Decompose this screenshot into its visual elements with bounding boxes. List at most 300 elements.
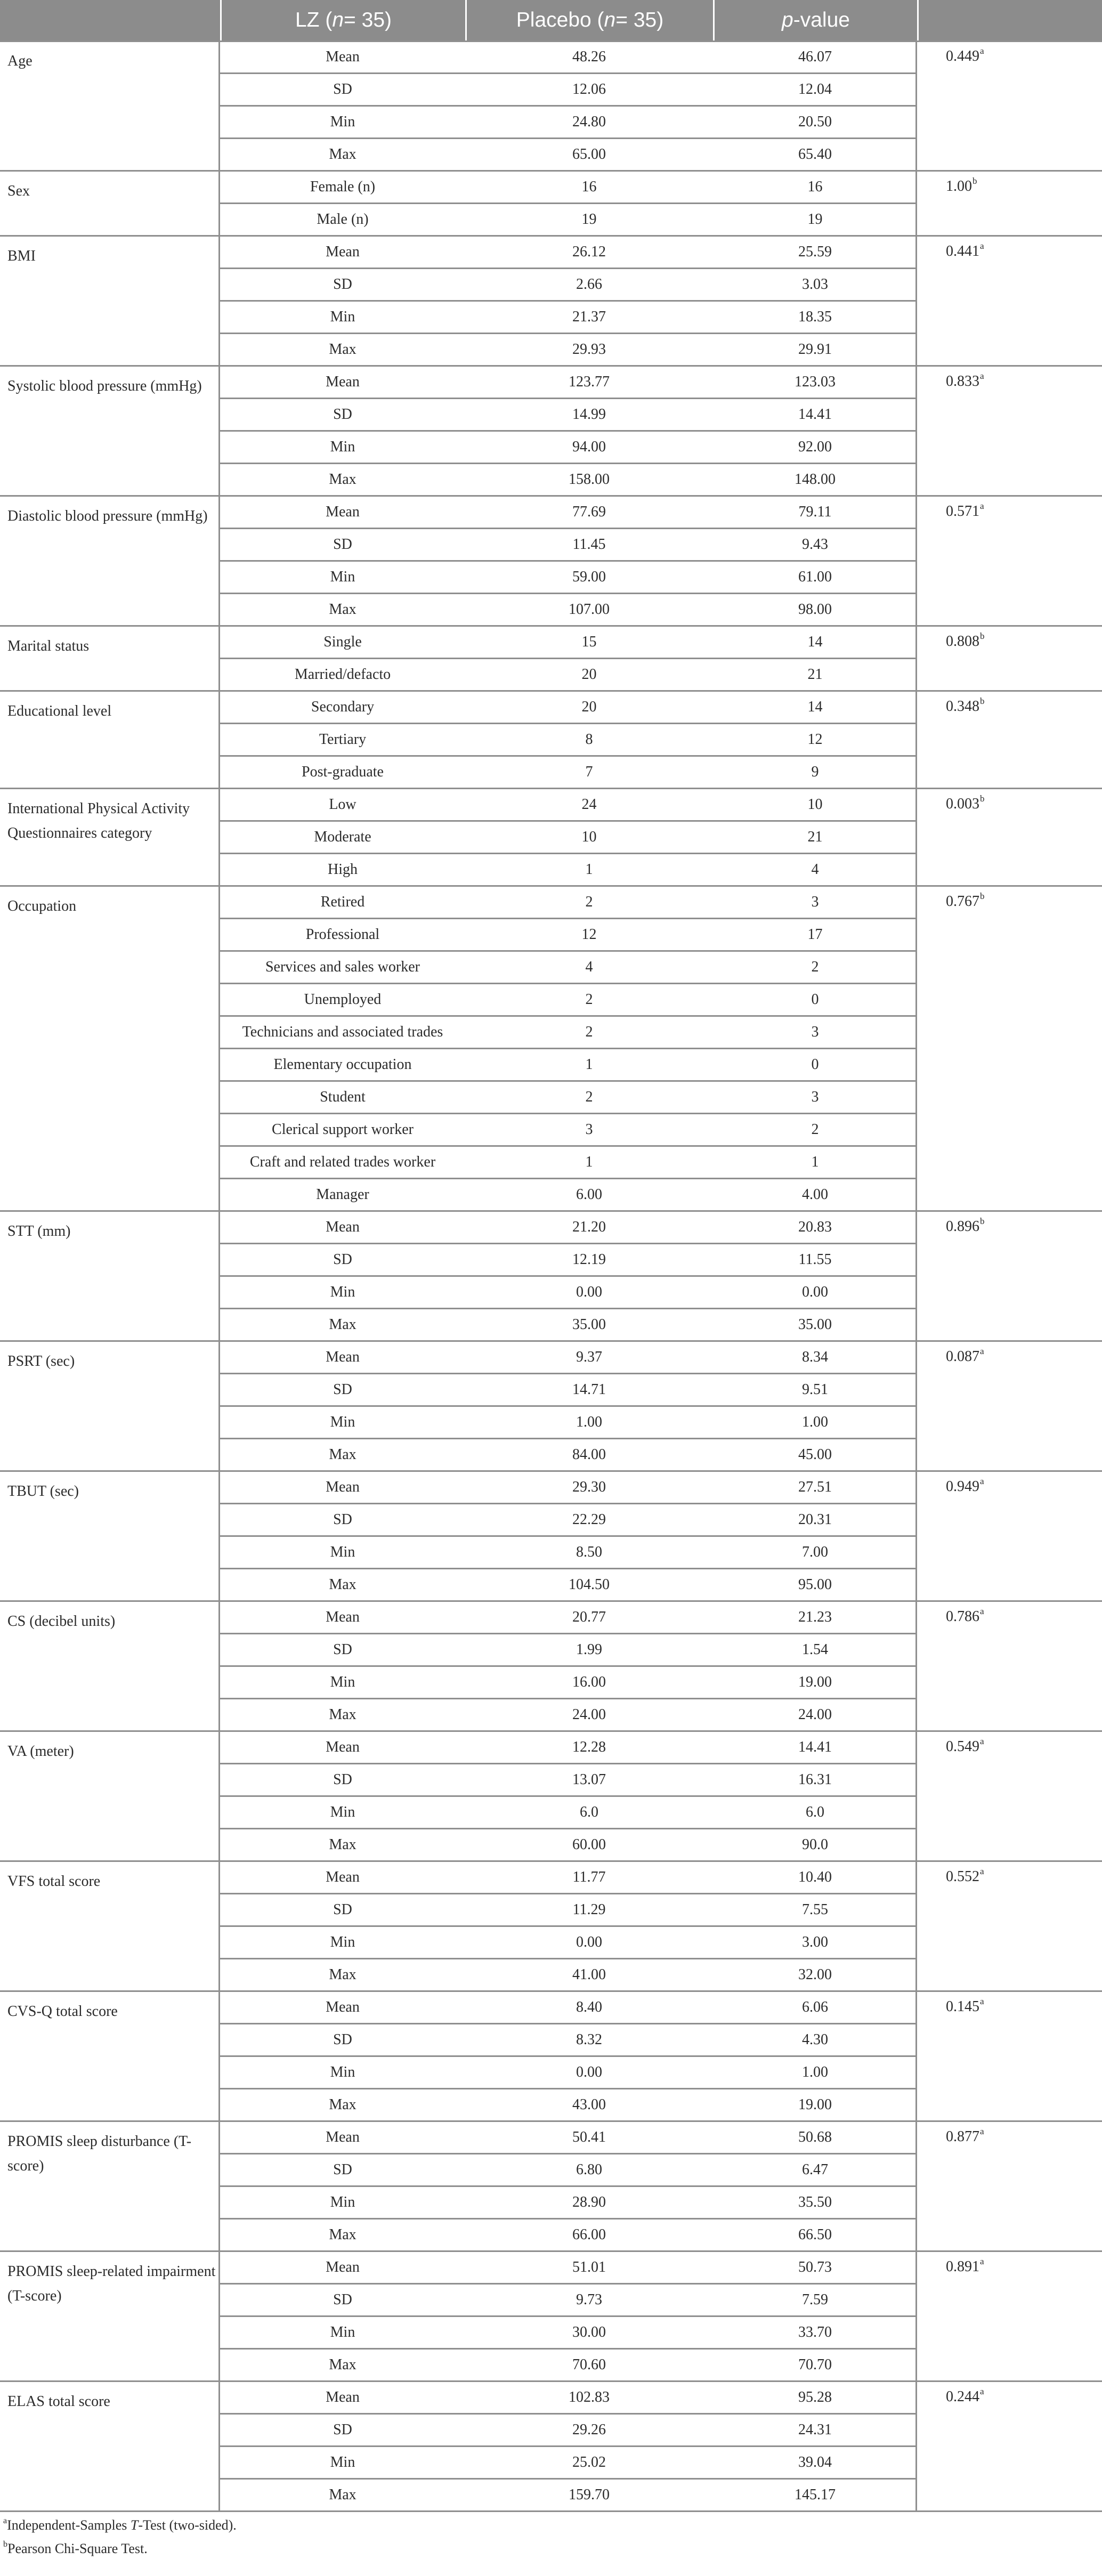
lz-value-cell: 14.99	[572, 406, 606, 423]
table-row	[220, 73, 917, 106]
stat-label-cell: SD	[333, 1641, 352, 1658]
table-group	[0, 788, 1102, 886]
stat-label-cell: Mean	[326, 1348, 360, 1365]
table-row	[220, 626, 917, 658]
stat-label-cell: Min	[330, 1283, 355, 1300]
stat-label-cell: Manager	[316, 1186, 369, 1203]
lz-value-cell: 1	[585, 1056, 593, 1073]
placebo-value-cell: 20.31	[798, 1511, 832, 1528]
footnote-a-marker: a	[3, 2516, 7, 2525]
lz-value-cell: 2	[585, 1023, 593, 1040]
table-row	[220, 2186, 917, 2218]
lz-value-cell: 94.00	[572, 438, 606, 455]
p-value-footnote-marker: a	[980, 501, 984, 511]
header-cell-pvalue	[713, 0, 917, 40]
table-group	[0, 626, 1102, 691]
stat-label-cell: Mean	[326, 1608, 360, 1625]
lz-value-cell: 2	[585, 893, 593, 910]
stat-label-cell: Unemployed	[304, 991, 382, 1008]
lz-value-cell: 22.29	[572, 1511, 606, 1528]
table-row	[220, 1926, 917, 1958]
stat-label-cell: Max	[329, 2486, 356, 2503]
table-row	[220, 268, 917, 301]
placebo-value-cell: 4.30	[802, 2031, 828, 2048]
stat-label-cell: High	[328, 861, 358, 878]
lz-value-cell: 29.26	[572, 2421, 606, 2438]
table-row	[220, 2023, 917, 2056]
lz-value-cell: 65.00	[572, 145, 606, 163]
p-value-number: 0.003	[946, 796, 979, 812]
table-group	[0, 171, 1102, 236]
p-value	[946, 633, 985, 650]
lz-value-cell: 1.00	[576, 1413, 602, 1430]
placebo-value-cell: 9.51	[802, 1381, 828, 1398]
footnote-a-post: -Test (two-sided).	[138, 2517, 237, 2533]
table-row	[220, 1893, 917, 1926]
table-group	[0, 496, 1102, 626]
lz-value-cell: 35.00	[572, 1316, 606, 1333]
placebo-value-cell: 21	[807, 828, 823, 845]
table-group	[0, 1601, 1102, 1731]
p-value-footnote-marker: a	[980, 1476, 984, 1486]
lz-value-cell: 9.37	[576, 1348, 602, 1365]
lz-value-cell: 2	[585, 991, 593, 1008]
row-label: CVS-Q total score	[7, 2003, 118, 2020]
lz-value-cell: 24	[581, 796, 597, 813]
table-row	[220, 983, 917, 1016]
stat-label-cell: Professional	[305, 926, 380, 943]
placebo-value-cell: 7.55	[802, 1901, 828, 1918]
p-value-number: 0.877	[946, 2128, 979, 2145]
lz-value-cell: 107.00	[569, 601, 610, 618]
lz-value-cell: 30.00	[572, 2323, 606, 2340]
stat-label-cell: Max	[329, 1446, 356, 1463]
p-value-footnote-marker: b	[980, 1216, 985, 1226]
table-group	[0, 1471, 1102, 1601]
placebo-value-cell: 17	[807, 926, 823, 943]
row-label: International Physical Activity Questionnaires category	[7, 800, 190, 841]
p-value	[946, 1218, 985, 1235]
table-row	[220, 138, 917, 171]
table-row	[220, 1048, 917, 1081]
p-value-footnote-marker: a	[980, 1866, 984, 1876]
stat-label-cell: Min	[330, 113, 355, 130]
table-group	[0, 1731, 1102, 1861]
placebo-value-cell: 90.0	[802, 1836, 828, 1853]
table-row	[220, 2381, 917, 2413]
table-row	[220, 1276, 917, 1308]
table-row	[220, 463, 917, 496]
stat-label-cell: Min	[330, 2453, 355, 2470]
lz-value-cell: 29.30	[572, 1478, 606, 1495]
placebo-value-cell: 9	[811, 763, 819, 780]
p-value	[946, 1348, 984, 1365]
row-label: Educational level	[7, 703, 112, 719]
stat-label-cell: Max	[329, 471, 356, 488]
table-row	[220, 918, 917, 951]
stat-label-cell: SD	[333, 2421, 352, 2438]
row-label: PSRT (sec)	[7, 1353, 75, 1370]
table-row	[220, 2218, 917, 2251]
table-row	[220, 1406, 917, 1438]
table-row	[220, 496, 917, 528]
table-row	[220, 2446, 917, 2478]
placebo-value-cell: 3	[811, 1023, 819, 1040]
lz-value-cell: 66.00	[572, 2226, 606, 2243]
table-row	[220, 236, 917, 268]
placebo-value-cell: 10.40	[798, 1868, 832, 1885]
p-value	[946, 243, 984, 260]
table-group	[0, 2121, 1102, 2251]
header-cell-placebo	[465, 0, 713, 40]
placebo-value-cell: 46.07	[798, 48, 832, 65]
stat-label-cell: Low	[329, 796, 356, 813]
header-lz-text: LZ (	[295, 9, 333, 31]
p-value-footnote-marker: a	[980, 1606, 984, 1616]
p-value	[946, 2258, 984, 2275]
lz-value-cell: 11.29	[572, 1901, 606, 1918]
stat-label-cell: Mean	[326, 373, 360, 390]
footnote-a	[3, 2517, 237, 2533]
stat-label-cell: Mean	[326, 1738, 360, 1755]
stat-label-cell: Min	[330, 438, 355, 455]
header-p-tail: -value	[793, 9, 850, 31]
lz-value-cell: 158.00	[569, 471, 610, 488]
stat-label-cell: SD	[333, 276, 352, 293]
p-value-number: 0.896	[946, 1218, 979, 1235]
lz-value-cell: 8	[585, 731, 593, 748]
lz-value-cell: 26.12	[572, 243, 606, 260]
table-group	[0, 1211, 1102, 1341]
lz-value-cell: 0.00	[576, 2063, 602, 2080]
footnote-b-text: Pearson Chi-Square Test.	[7, 2541, 148, 2556]
p-value-footnote-marker: a	[980, 371, 984, 381]
lz-value-cell: 0.00	[576, 1283, 602, 1300]
lz-value-cell: 16.00	[572, 1673, 606, 1690]
placebo-value-cell: 21.23	[798, 1608, 832, 1625]
placebo-value-cell: 0	[811, 1056, 819, 1073]
placebo-value-cell: 35.50	[798, 2193, 832, 2210]
lz-value-cell: 20.77	[572, 1608, 606, 1625]
table-row	[220, 333, 917, 366]
lz-value-cell: 8.40	[576, 1998, 602, 2015]
table-row	[220, 1113, 917, 1146]
placebo-value-cell: 25.59	[798, 243, 832, 260]
stat-label-cell: Mean	[326, 1218, 360, 1235]
placebo-value-cell: 3	[811, 893, 819, 910]
table-row	[220, 1536, 917, 1568]
lz-value-cell: 24.80	[572, 113, 606, 130]
p-value	[946, 1868, 984, 1885]
p-value-number: 0.786	[946, 1608, 979, 1625]
placebo-value-cell: 19.00	[798, 1673, 832, 1690]
footnote-b	[3, 2541, 148, 2557]
lz-value-cell: 12.19	[572, 1251, 606, 1268]
stat-label-cell: Mean	[326, 2128, 360, 2145]
p-value	[946, 893, 985, 910]
placebo-value-cell: 7.59	[802, 2291, 828, 2308]
lz-value-cell: 2.66	[576, 276, 602, 293]
placebo-value-cell: 6.0	[806, 1803, 824, 1820]
p-value-footnote-marker: a	[980, 2126, 984, 2136]
row-label: ELAS total score	[7, 2393, 110, 2410]
placebo-value-cell: 1.54	[802, 1641, 828, 1658]
row-label: Occupation	[7, 898, 77, 914]
stat-label-cell: SD	[333, 1901, 352, 1918]
table-row	[220, 2413, 917, 2446]
placebo-value-cell: 4.00	[802, 1186, 828, 1203]
footnote-a-pre: Independent-Samples	[7, 2517, 131, 2533]
placebo-value-cell: 148.00	[795, 471, 836, 488]
stat-label-cell: Craft and related trades worker	[249, 1153, 436, 1170]
table-row	[220, 658, 917, 691]
stat-label-cell: Clerical support worker	[272, 1121, 414, 1138]
placebo-value-cell: 123.03	[795, 373, 836, 390]
header-placebo-tail: = 35)	[615, 9, 664, 31]
p-value	[946, 503, 984, 520]
placebo-value-cell: 21	[807, 666, 823, 683]
row-label: Age	[7, 53, 33, 69]
placebo-value-cell: 20.50	[798, 113, 832, 130]
lz-value-cell: 6.00	[576, 1186, 602, 1203]
table-group	[0, 886, 1102, 1211]
row-label: Diastolic blood pressure (mmHg)	[7, 508, 208, 524]
p-value	[946, 178, 977, 195]
p-value-footnote-marker: a	[980, 1736, 984, 1746]
lz-value-cell: 50.41	[572, 2128, 606, 2145]
table-row	[220, 2153, 917, 2186]
stat-label-cell: Mean	[326, 243, 360, 260]
lz-value-cell: 59.00	[572, 568, 606, 585]
table-row	[220, 1503, 917, 1536]
header-cell-blank	[0, 0, 220, 40]
p-value-footnote-marker: b	[980, 793, 985, 804]
stat-label-cell: Min	[330, 1803, 355, 1820]
lz-value-cell: 8.32	[576, 2031, 602, 2048]
p-value-footnote-marker: b	[973, 176, 977, 186]
stat-label-cell: SD	[333, 1771, 352, 1788]
table-row	[220, 756, 917, 788]
placebo-value-cell: 1.00	[802, 1413, 828, 1430]
row-label: Systolic blood pressure (mmHg)	[7, 378, 202, 394]
p-value-number: 0.449	[946, 48, 979, 64]
row-label: Sex	[7, 183, 30, 199]
placebo-value-cell: 50.73	[798, 2258, 832, 2275]
footnote-b-marker: b	[3, 2540, 7, 2549]
placebo-value-cell: 8.34	[802, 1348, 828, 1365]
row-label: VFS total score	[7, 1873, 101, 1890]
table-row	[220, 171, 917, 203]
p-value-number: 0.549	[946, 1738, 979, 1755]
table-row	[220, 1698, 917, 1731]
lz-value-cell: 21.20	[572, 1218, 606, 1235]
lz-value-cell: 48.26	[572, 48, 606, 65]
lz-value-cell: 1.99	[576, 1641, 602, 1658]
lz-value-cell: 102.83	[569, 2388, 610, 2405]
placebo-value-cell: 61.00	[798, 568, 832, 585]
p-value	[946, 793, 985, 813]
lz-value-cell: 20	[581, 698, 597, 715]
table-group	[0, 2251, 1102, 2381]
table-row	[220, 1991, 917, 2023]
stat-label-cell: Secondary	[311, 698, 375, 715]
lz-value-cell: 8.50	[576, 1543, 602, 1560]
p-value-footnote-marker: a	[980, 2256, 984, 2266]
p-value-footnote-marker: b	[980, 631, 985, 641]
header-cell-blank-right	[917, 0, 1102, 40]
table-row	[220, 853, 917, 886]
lz-value-cell: 43.00	[572, 2096, 606, 2113]
table-row	[220, 1471, 917, 1503]
table-row	[220, 788, 917, 821]
table-row	[220, 1633, 917, 1666]
stat-label-cell: SD	[333, 2291, 352, 2308]
placebo-value-cell: 14	[807, 633, 823, 650]
row-label: BMI	[7, 248, 36, 264]
lz-value-cell: 104.50	[569, 1576, 610, 1593]
lz-value-cell: 1	[585, 861, 593, 878]
stat-label-cell: Max	[329, 341, 356, 358]
stat-label-cell: Mean	[326, 48, 360, 65]
lz-value-cell: 1	[585, 1153, 593, 1170]
placebo-value-cell: 95.00	[798, 1576, 832, 1593]
table-row	[220, 593, 917, 626]
lz-value-cell: 51.01	[572, 2258, 606, 2275]
table-row	[220, 1731, 917, 1763]
p-value-number: 0.571	[946, 503, 979, 520]
p-value-number: 0.891	[946, 2258, 979, 2275]
stat-label-cell: Max	[329, 145, 356, 163]
p-value-number: 0.348	[946, 698, 979, 715]
row-label: STT (mm)	[7, 1223, 71, 1240]
placebo-value-cell: 33.70	[798, 2323, 832, 2340]
placebo-value-cell: 3.00	[802, 1933, 828, 1950]
placebo-value-cell: 70.70	[798, 2356, 832, 2373]
table-row	[220, 1081, 917, 1113]
lz-value-cell: 25.02	[572, 2453, 606, 2470]
stat-label-cell: Max	[329, 2226, 356, 2243]
stat-label-cell: Max	[329, 1966, 356, 1983]
table-row	[220, 301, 917, 333]
p-value-number: 0.441	[946, 243, 979, 260]
placebo-value-cell: 1	[811, 1153, 819, 1170]
placebo-value-cell: 1.00	[802, 2063, 828, 2080]
stat-label-cell: Retired	[320, 893, 365, 910]
table-row	[220, 1666, 917, 1698]
stat-label-cell: Min	[330, 1413, 355, 1430]
stat-label-cell: Max	[329, 1316, 356, 1333]
lz-value-cell: 77.69	[572, 503, 606, 520]
stat-label-cell: Min	[330, 308, 355, 325]
lz-value-cell: 20	[581, 666, 597, 683]
lz-value-cell: 70.60	[572, 2356, 606, 2373]
table-row	[220, 2478, 917, 2511]
placebo-value-cell: 12	[807, 731, 823, 748]
lz-value-cell: 6.0	[580, 1803, 598, 1820]
p-value-number: 0.145	[946, 1998, 979, 2015]
table-row	[220, 1016, 917, 1048]
table-row	[220, 1763, 917, 1796]
stat-label-cell: SD	[333, 2161, 352, 2178]
lz-value-cell: 6.80	[576, 2161, 602, 2178]
placebo-value-cell: 45.00	[798, 1446, 832, 1463]
stat-label-cell: Max	[329, 1836, 356, 1853]
lz-value-cell: 11.45	[572, 536, 606, 553]
table-row	[220, 1568, 917, 1601]
stat-label-cell: Max	[329, 2356, 356, 2373]
stat-label-cell: Mean	[326, 1478, 360, 1495]
p-value	[946, 1738, 984, 1755]
lz-value-cell: 12.06	[572, 80, 606, 98]
table-header	[0, 0, 1102, 40]
lz-value-cell: 0.00	[576, 1933, 602, 1950]
lz-value-cell: 19	[581, 210, 597, 228]
placebo-value-cell: 10	[807, 796, 823, 813]
placebo-value-cell: 6.06	[802, 1998, 828, 2015]
lz-value-cell: 41.00	[572, 1966, 606, 1983]
placebo-value-cell: 24.31	[798, 2421, 832, 2438]
row-label: TBUT (sec)	[7, 1483, 79, 1500]
stat-label-cell: Single	[323, 633, 362, 650]
p-value-footnote-marker: a	[980, 1346, 984, 1356]
header-p: p	[782, 9, 793, 31]
p-value-number: 0.833	[946, 373, 979, 390]
p-value-footnote-marker: a	[980, 241, 984, 251]
lz-value-cell: 28.90	[572, 2193, 606, 2210]
stat-label-cell: Mean	[326, 2388, 360, 2405]
p-value-footnote-marker: b	[980, 891, 985, 901]
p-value-footnote-marker: a	[980, 1996, 984, 2006]
placebo-value-cell: 3.03	[802, 276, 828, 293]
lz-value-cell: 11.77	[572, 1868, 606, 1885]
table-row	[220, 2348, 917, 2381]
placebo-value-cell: 14	[807, 698, 823, 715]
placebo-value-cell: 19	[807, 210, 823, 228]
placebo-value-cell: 66.50	[798, 2226, 832, 2243]
p-value	[946, 2388, 984, 2405]
placebo-value-cell: 14.41	[798, 406, 832, 423]
placebo-value-cell: 20.83	[798, 1218, 832, 1235]
placebo-value-cell: 14.41	[798, 1738, 832, 1755]
table-group	[0, 691, 1102, 788]
stat-label-cell: Max	[329, 601, 356, 618]
table-row	[220, 106, 917, 138]
stat-label-cell: SD	[333, 406, 352, 423]
table-row	[220, 203, 917, 236]
placebo-value-cell: 9.43	[802, 536, 828, 553]
placebo-value-cell: 16.31	[798, 1771, 832, 1788]
p-value-number: 1.00	[946, 178, 972, 195]
table-row	[220, 1601, 917, 1633]
lz-value-cell: 13.07	[572, 1771, 606, 1788]
table-row	[220, 2316, 917, 2348]
table-row	[220, 1958, 917, 1991]
table-group	[0, 2381, 1102, 2511]
stat-label-cell: Min	[330, 1543, 355, 1560]
table-row	[220, 398, 917, 431]
placebo-value-cell: 24.00	[798, 1706, 832, 1723]
placebo-value-cell: 92.00	[798, 438, 832, 455]
placebo-value-cell: 0.00	[802, 1283, 828, 1300]
stat-label-cell: Mean	[326, 503, 360, 520]
header-cell-lz	[220, 0, 465, 40]
lz-value-cell: 16	[581, 178, 597, 195]
stat-label-cell: Min	[330, 1673, 355, 1690]
placebo-value-cell: 2	[811, 1121, 819, 1138]
stat-label-cell: Min	[330, 2193, 355, 2210]
table-row	[220, 723, 917, 756]
p-value	[946, 1998, 984, 2015]
